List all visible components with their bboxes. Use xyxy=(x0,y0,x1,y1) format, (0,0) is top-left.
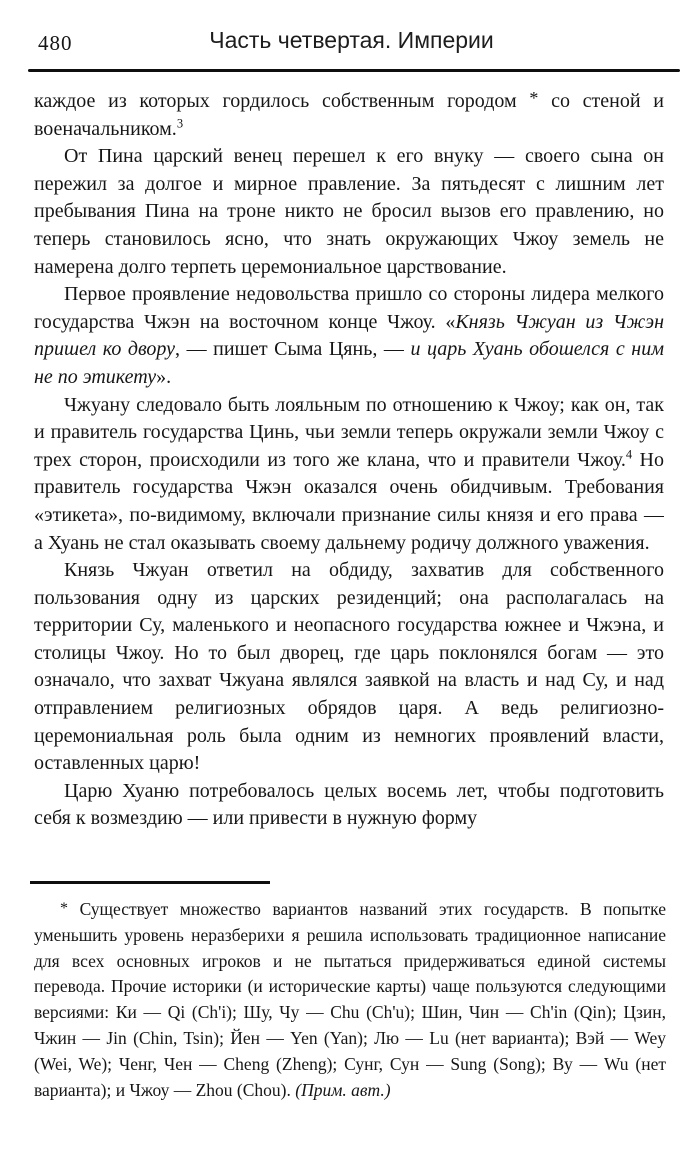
footnote-star-reference: * xyxy=(529,88,539,108)
paragraph-text: Первое проявление недовольства пришло со стороны лидера мелкого государства Чжэн на восточном конце Чжоу. « xyxy=(34,283,664,333)
footnote xyxy=(34,897,666,1103)
endnote-reference-3: 3 xyxy=(176,115,184,130)
footnote-paragraph xyxy=(34,897,666,1103)
paragraph: Царю Хуаню потребовалось целых восемь лет, чтобы подготовить себя к возмездию — или привести в нужную форму xyxy=(34,779,664,830)
footnote-rule xyxy=(30,881,270,884)
quoted-text: Князь Чжуан из Чжэн пришел ко двору xyxy=(34,310,664,361)
paragraph: От Пина царский венец перешел к его внуку — своего сына он пережил за долгое и мирное правление. За пятьдесят с лишним лет пребывания Пина на троне никто не бросил вызов его правлению, но теперь становилось ясно, что знать окружающих Чжоу земель не намерена долго терпеть церемониальное царствование. xyxy=(34,145,664,278)
footnote-attribution: (Прим. авт.) xyxy=(295,1079,391,1100)
paragraph: Князь Чжуан ответил на обдиду, захватив для собственного пользования одну из царских резиденций; она располагалась на территории Су, маленького и неопасного государства южнее и Чжэна, и столицы Чжоу. Но то был дворец, где царь поклонялся богам — это означало, что захват Чжуана являлся заявкой на власть и над Су, и над отправлением религиозных обрядов царя. А ведь религиозно-церемониальная роль была одним из немногих проявлений власти, оставленных царю! xyxy=(34,559,664,775)
running-title: Часть четвертая. Империи xyxy=(209,27,494,53)
paragraph-with-quote xyxy=(34,281,664,391)
paragraph-text: каждое из которых гордилось собственным городом xyxy=(34,90,530,112)
footnote-star-marker: * xyxy=(60,900,68,917)
paragraph-text: Но правитель государства Чжэн оказался очень обидчивым. Требования «этикета», по-видимому, включали признание силы князя и его права — а Хуань не стал оказывать своему дальнему родичу должного уважения. xyxy=(34,448,664,554)
paragraph-text: ». xyxy=(156,365,172,388)
footnote-text: Существует множество вариантов названий этих государств. В попытке уменьшить уровень неразберихи я решила использовать традиционное написание для всех основных игроков и не пытаться придерживаться единой системы перевода. Прочие историки (и исторические карты) чаще пользуются следующими версиями: Ки — Qi (Ch'i); Шу, Чу — Chu (Ch'u); Шин, Чин — Ch'in (Qin); Цзин, Чжин — Jin (Chin, Tsin); Йен — Yen (Yan); Лю — Lu (нет варианта); Вэй — Wey (Wei, We); Ченг, Чен — Cheng (Zheng); Сунг, Сун — Sung (Song); Ву — Wu (нет варианта); и Чжоу — Zhou (Chou). xyxy=(34,899,666,1100)
paragraph-text: со стеной и военачальником. xyxy=(34,90,664,140)
page-number: 480 xyxy=(38,31,73,55)
paragraph-continuation xyxy=(34,88,664,143)
paragraph xyxy=(34,392,664,558)
endnote-reference-4: 4 xyxy=(625,447,633,462)
header-rule xyxy=(28,69,680,72)
quoted-text: и царь Хуань обошелся с ним не по этикету xyxy=(34,338,664,388)
page-header xyxy=(38,27,665,61)
paragraph-text: , — пишет Сыма Цянь, — xyxy=(175,338,411,361)
body-text xyxy=(34,88,664,870)
paragraph-text: Чжуану следовало быть лояльным по отношению к Чжоу; как он, так и правитель государства Цинь, чьи земли теперь окружали земли Чжоу с трех сторон, происходили из того же клана, что и правители Чжоу. xyxy=(34,393,664,471)
